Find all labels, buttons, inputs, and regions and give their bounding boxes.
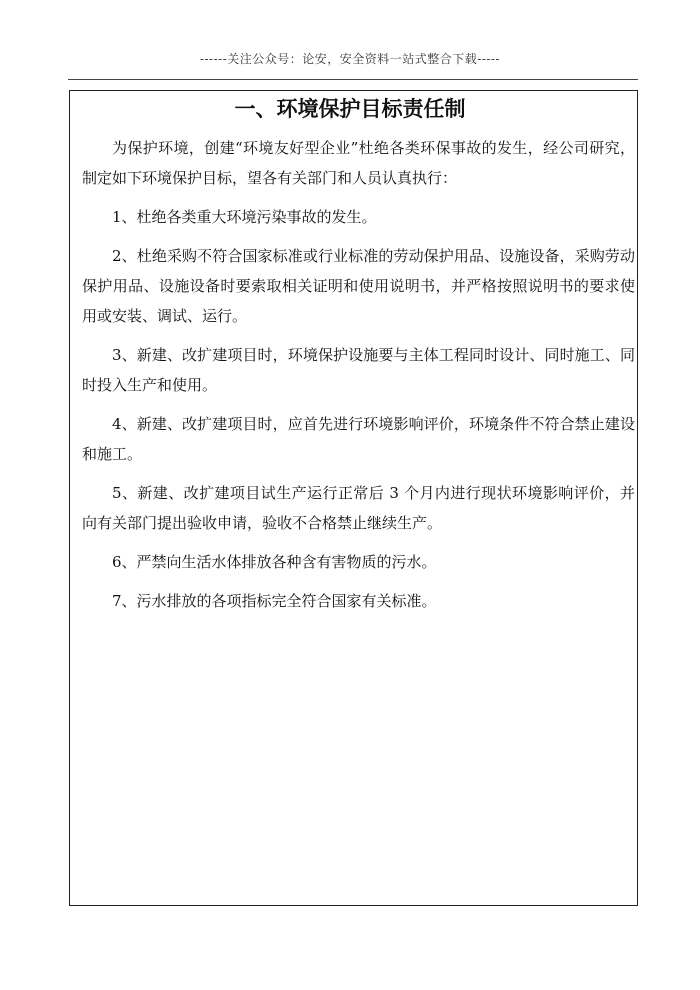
goal-item-5: 5、新建、改扩建项目试生产运行正常后 3 个月内进行现状环境影响评价，并向有关部门提出验收申请，验收不合格禁止继续生产。 bbox=[82, 484, 635, 532]
goal-item-6: 6、严禁向生活水体排放各种含有害物质的污水。 bbox=[112, 553, 437, 571]
document-body bbox=[82, 133, 635, 625]
goal-item-2: 2、杜绝采购不符合国家标准或行业标准的劳动保护用品、设施设备，采购劳动保护用品、设施设备时要索取相关证明和使用说明书，并严格按照说明书的要求使用或安装、调试、运行。 bbox=[82, 247, 635, 325]
header-note: ------关注公众号：论安，安全资料一站式整合下载----- bbox=[199, 52, 501, 66]
goal-item-7: 7、污水排放的各项指标完全符合国家有关标准。 bbox=[112, 592, 437, 610]
document-title: 一、环境保护目标责任制 bbox=[234, 97, 466, 121]
header-divider bbox=[68, 79, 638, 80]
intro-paragraph: 为保护环境，创建“环境友好型企业”杜绝各类环保事故的发生，经公司研究，制定如下环境保护目标，望各有关部门和人员认真执行： bbox=[82, 139, 635, 187]
goal-item-1: 1、杜绝各类重大环境污染事故的发生。 bbox=[112, 208, 377, 226]
goal-item-3: 3、新建、改扩建项目时，环境保护设施要与主体工程同时设计、同时施工、同时投入生产和使用。 bbox=[82, 346, 635, 394]
goal-item-4: 4、新建、改扩建项目时，应首先进行环境影响评价，环境条件不符合禁止建设和施工。 bbox=[82, 415, 635, 463]
